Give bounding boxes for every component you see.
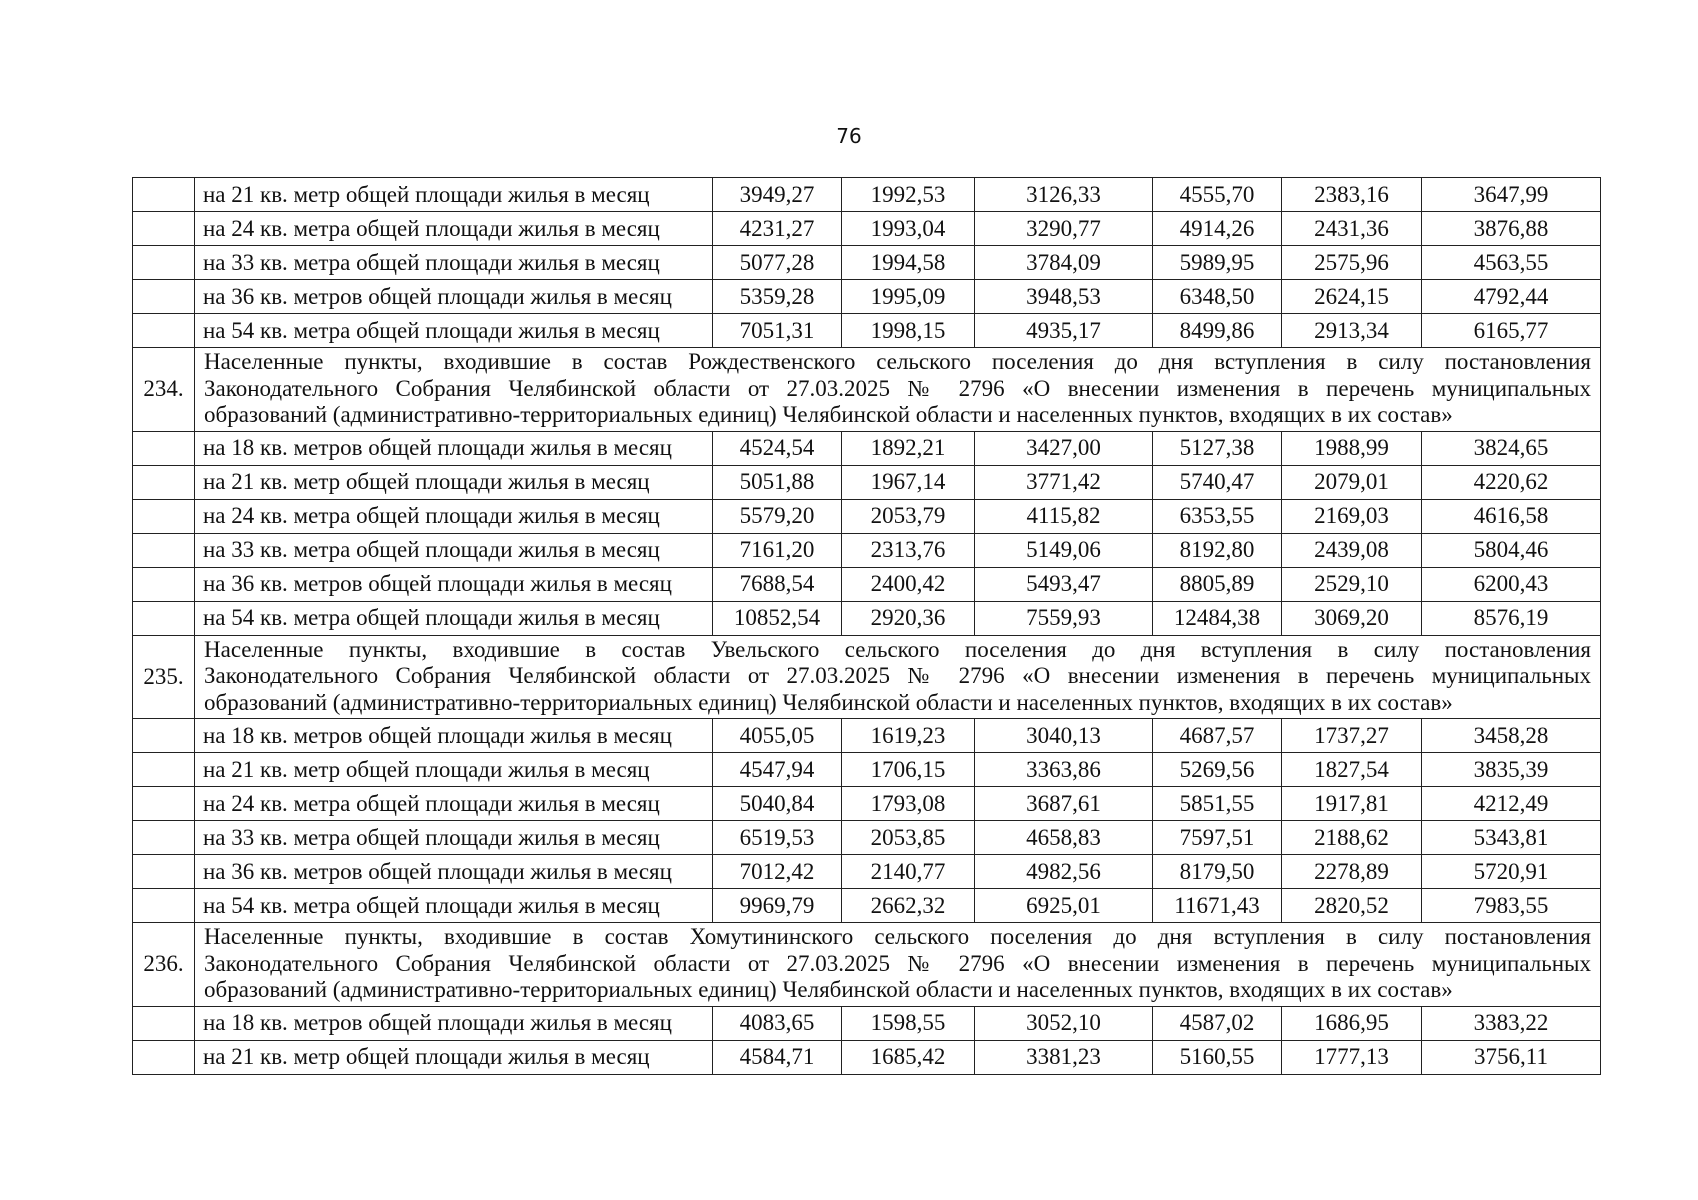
- value-cell: 6200,43: [1422, 567, 1601, 601]
- table-row: [133, 787, 1601, 821]
- row-number-cell: [133, 212, 195, 246]
- row-number-cell: [133, 855, 195, 889]
- value-cell: 1598,55: [842, 1006, 975, 1040]
- value-cell: 2053,79: [842, 499, 975, 533]
- value-cell: 8576,19: [1422, 601, 1601, 635]
- row-label: на 24 кв. метра общей площади жилья в месяц: [195, 212, 713, 246]
- table-row: [133, 499, 1601, 533]
- table-row: [133, 855, 1601, 889]
- row-number-cell: [133, 533, 195, 567]
- value-cell: 2140,77: [842, 855, 975, 889]
- value-cell: 4083,65: [713, 1006, 842, 1040]
- value-cell: 5804,46: [1422, 533, 1601, 567]
- value-cell: 3126,33: [975, 178, 1153, 212]
- value-cell: 4115,82: [975, 499, 1153, 533]
- value-cell: 4547,94: [713, 753, 842, 787]
- value-cell: 2313,76: [842, 533, 975, 567]
- value-cell: 5359,28: [713, 280, 842, 314]
- section-line: Законодательного Собрания Челябинской области от 27.03.2025 № 2796 «О внесении изменения в перечень муниципальных: [204, 663, 1591, 688]
- value-cell: 7161,20: [713, 533, 842, 567]
- row-number-cell: [133, 787, 195, 821]
- value-cell: 1917,81: [1282, 787, 1422, 821]
- value-cell: 5740,47: [1153, 465, 1282, 499]
- table-row: [133, 246, 1601, 280]
- value-cell: 3069,20: [1282, 601, 1422, 635]
- value-cell: 2913,34: [1282, 314, 1422, 348]
- value-cell: 4563,55: [1422, 246, 1601, 280]
- value-cell: 5720,91: [1422, 855, 1601, 889]
- section-line: Населенные пункты, входившие в состав Увельского сельского поселения до дня вступления в силу постановления: [204, 636, 1591, 662]
- table-row: [133, 567, 1601, 601]
- table-row: [133, 314, 1601, 348]
- table-row: [133, 1006, 1601, 1040]
- value-cell: 4658,83: [975, 821, 1153, 855]
- value-cell: 2575,96: [1282, 246, 1422, 280]
- row-label: на 36 кв. метров общей площади жилья в месяц: [195, 567, 713, 601]
- row-label: на 36 кв. метров общей площади жилья в месяц: [195, 280, 713, 314]
- value-cell: 3948,53: [975, 280, 1153, 314]
- value-cell: 5989,95: [1153, 246, 1282, 280]
- value-cell: 8805,89: [1153, 567, 1282, 601]
- value-cell: 9969,79: [713, 889, 842, 923]
- section-header-row: [133, 348, 1601, 432]
- value-cell: 1737,27: [1282, 719, 1422, 753]
- row-number-cell: [133, 601, 195, 635]
- value-cell: 5493,47: [975, 567, 1153, 601]
- value-cell: 3876,88: [1422, 212, 1601, 246]
- value-cell: 2624,15: [1282, 280, 1422, 314]
- section-number: 234.: [133, 348, 195, 432]
- value-cell: 1686,95: [1282, 1006, 1422, 1040]
- row-label: на 33 кв. метра общей площади жилья в месяц: [195, 533, 713, 567]
- value-cell: 8179,50: [1153, 855, 1282, 889]
- row-label: на 18 кв. метров общей площади жилья в месяц: [195, 1006, 713, 1040]
- value-cell: 4220,62: [1422, 465, 1601, 499]
- value-cell: 5149,06: [975, 533, 1153, 567]
- value-cell: 2662,32: [842, 889, 975, 923]
- value-cell: 3383,22: [1422, 1006, 1601, 1040]
- row-label: на 18 кв. метров общей площади жилья в месяц: [195, 431, 713, 465]
- value-cell: 2920,36: [842, 601, 975, 635]
- value-cell: 5343,81: [1422, 821, 1601, 855]
- value-cell: 3290,77: [975, 212, 1153, 246]
- value-cell: 6353,55: [1153, 499, 1282, 533]
- value-cell: 4792,44: [1422, 280, 1601, 314]
- page-number: 76: [836, 124, 862, 148]
- value-cell: 3687,61: [975, 787, 1153, 821]
- table-row: [133, 719, 1601, 753]
- value-cell: 4687,57: [1153, 719, 1282, 753]
- value-cell: 1706,15: [842, 753, 975, 787]
- section-line: образований (административно-территориальных единиц) Челябинской области и населенных пунктов, входящих в их состав»: [204, 977, 1453, 1002]
- value-cell: 3647,99: [1422, 178, 1601, 212]
- row-label: на 21 кв. метр общей площади жилья в месяц: [195, 753, 713, 787]
- value-cell: 1777,13: [1282, 1040, 1422, 1074]
- section-line: образований (административно-территориальных единиц) Челябинской области и населенных пунктов, входящих в их состав»: [204, 689, 1453, 715]
- row-number-cell: [133, 1040, 195, 1074]
- section-line: Законодательного Собрания Челябинской области от 27.03.2025 № 2796 «О внесении изменения в перечень муниципальных: [204, 375, 1591, 401]
- value-cell: 1892,21: [842, 431, 975, 465]
- value-cell: 3363,86: [975, 753, 1153, 787]
- value-cell: 3835,39: [1422, 753, 1601, 787]
- section-line: Законодательного Собрания Челябинской области от 27.03.2025 № 2796 «О внесении изменения в перечень муниципальных: [204, 950, 1591, 976]
- section-header-row: [133, 635, 1601, 719]
- value-cell: 8192,80: [1153, 533, 1282, 567]
- row-label: на 33 кв. метра общей площади жилья в месяц: [195, 821, 713, 855]
- value-cell: 1993,04: [842, 212, 975, 246]
- value-cell: 3381,23: [975, 1040, 1153, 1074]
- section-line: Населенные пункты, входившие в состав Рождественского сельского поселения до дня вступления в силу постановления: [204, 349, 1591, 374]
- value-cell: 3784,09: [975, 246, 1153, 280]
- table-row: [133, 465, 1601, 499]
- value-cell: 1998,15: [842, 314, 975, 348]
- value-cell: 1619,23: [842, 719, 975, 753]
- value-cell: 7983,55: [1422, 889, 1601, 923]
- value-cell: 7597,51: [1153, 821, 1282, 855]
- value-cell: 4616,58: [1422, 499, 1601, 533]
- section-number: 235.: [133, 635, 195, 719]
- row-number-cell: [133, 280, 195, 314]
- value-cell: 4935,17: [975, 314, 1153, 348]
- value-cell: 1827,54: [1282, 753, 1422, 787]
- row-label: на 21 кв. метр общей площади жилья в месяц: [195, 1040, 713, 1074]
- row-label: на 54 кв. метра общей площади жилья в месяц: [195, 601, 713, 635]
- value-cell: 4914,26: [1153, 212, 1282, 246]
- value-cell: 4982,56: [975, 855, 1153, 889]
- value-cell: 5077,28: [713, 246, 842, 280]
- section-description: [195, 635, 1601, 719]
- row-label: на 54 кв. метра общей площади жилья в месяц: [195, 889, 713, 923]
- row-number-cell: [133, 246, 195, 280]
- value-cell: 3949,27: [713, 178, 842, 212]
- table-row: [133, 212, 1601, 246]
- value-cell: 2053,85: [842, 821, 975, 855]
- value-cell: 3052,10: [975, 1006, 1153, 1040]
- table-row: [133, 753, 1601, 787]
- row-number-cell: [133, 431, 195, 465]
- row-label: на 54 кв. метра общей площади жилья в месяц: [195, 314, 713, 348]
- row-number-cell: [133, 178, 195, 212]
- value-cell: 3458,28: [1422, 719, 1601, 753]
- value-cell: 2079,01: [1282, 465, 1422, 499]
- value-cell: 3040,13: [975, 719, 1153, 753]
- value-cell: 3824,65: [1422, 431, 1601, 465]
- table-row: [133, 889, 1601, 923]
- value-cell: 5127,38: [1153, 431, 1282, 465]
- row-label: на 21 кв. метр общей площади жилья в месяц: [195, 178, 713, 212]
- value-cell: 4212,49: [1422, 787, 1601, 821]
- row-number-cell: [133, 889, 195, 923]
- table-row: [133, 821, 1601, 855]
- row-number-cell: [133, 753, 195, 787]
- value-cell: 1994,58: [842, 246, 975, 280]
- row-label: на 36 кв. метров общей площади жилья в месяц: [195, 855, 713, 889]
- value-cell: 5851,55: [1153, 787, 1282, 821]
- section-number: 236.: [133, 923, 195, 1007]
- value-cell: 5040,84: [713, 787, 842, 821]
- value-cell: 7012,42: [713, 855, 842, 889]
- row-number-cell: [133, 719, 195, 753]
- value-cell: 7688,54: [713, 567, 842, 601]
- value-cell: 8499,86: [1153, 314, 1282, 348]
- table-row: [133, 178, 1601, 212]
- value-cell: 7559,93: [975, 601, 1153, 635]
- table-row: [133, 280, 1601, 314]
- value-cell: 5051,88: [713, 465, 842, 499]
- section-description: [195, 923, 1601, 1007]
- row-label: на 24 кв. метра общей площади жилья в месяц: [195, 787, 713, 821]
- row-number-cell: [133, 465, 195, 499]
- value-cell: 1992,53: [842, 178, 975, 212]
- value-cell: 6925,01: [975, 889, 1153, 923]
- value-cell: 2820,52: [1282, 889, 1422, 923]
- value-cell: 1967,14: [842, 465, 975, 499]
- value-cell: 10852,54: [713, 601, 842, 635]
- section-description: [195, 348, 1601, 432]
- row-label: на 18 кв. метров общей площади жилья в месяц: [195, 719, 713, 753]
- value-cell: 4584,71: [713, 1040, 842, 1074]
- value-cell: 4524,54: [713, 431, 842, 465]
- value-cell: 1995,09: [842, 280, 975, 314]
- table-row: [133, 601, 1601, 635]
- value-cell: 6519,53: [713, 821, 842, 855]
- value-cell: 4587,02: [1153, 1006, 1282, 1040]
- table-row: [133, 431, 1601, 465]
- value-cell: 3771,42: [975, 465, 1153, 499]
- value-cell: 5160,55: [1153, 1040, 1282, 1074]
- value-cell: 1988,99: [1282, 431, 1422, 465]
- tariff-table: [132, 177, 1601, 1075]
- row-number-cell: [133, 499, 195, 533]
- section-header-row: [133, 923, 1601, 1007]
- row-label: на 24 кв. метра общей площади жилья в месяц: [195, 499, 713, 533]
- value-cell: 6348,50: [1153, 280, 1282, 314]
- row-number-cell: [133, 1006, 195, 1040]
- row-label: на 21 кв. метр общей площади жилья в месяц: [195, 465, 713, 499]
- row-label: на 33 кв. метра общей площади жилья в месяц: [195, 246, 713, 280]
- value-cell: 4055,05: [713, 719, 842, 753]
- value-cell: 2383,16: [1282, 178, 1422, 212]
- value-cell: 12484,38: [1153, 601, 1282, 635]
- row-number-cell: [133, 821, 195, 855]
- value-cell: 11671,43: [1153, 889, 1282, 923]
- table-row: [133, 1040, 1601, 1074]
- value-cell: 2431,36: [1282, 212, 1422, 246]
- value-cell: 1685,42: [842, 1040, 975, 1074]
- value-cell: 5579,20: [713, 499, 842, 533]
- value-cell: 5269,56: [1153, 753, 1282, 787]
- row-number-cell: [133, 314, 195, 348]
- section-line: образований (административно-территориальных единиц) Челябинской области и населенных пунктов, входящих в их состав»: [204, 402, 1453, 427]
- value-cell: 4231,27: [713, 212, 842, 246]
- section-line: Населенные пункты, входившие в состав Хомутининского сельского поселения до дня вступления в силу постановления: [204, 924, 1591, 949]
- value-cell: 3756,11: [1422, 1040, 1601, 1074]
- row-number-cell: [133, 567, 195, 601]
- value-cell: 2169,03: [1282, 499, 1422, 533]
- value-cell: 4555,70: [1153, 178, 1282, 212]
- value-cell: 6165,77: [1422, 314, 1601, 348]
- value-cell: 3427,00: [975, 431, 1153, 465]
- value-cell: 1793,08: [842, 787, 975, 821]
- value-cell: 2439,08: [1282, 533, 1422, 567]
- value-cell: 2529,10: [1282, 567, 1422, 601]
- value-cell: 2188,62: [1282, 821, 1422, 855]
- value-cell: 2400,42: [842, 567, 975, 601]
- table-row: [133, 533, 1601, 567]
- value-cell: 7051,31: [713, 314, 842, 348]
- value-cell: 2278,89: [1282, 855, 1422, 889]
